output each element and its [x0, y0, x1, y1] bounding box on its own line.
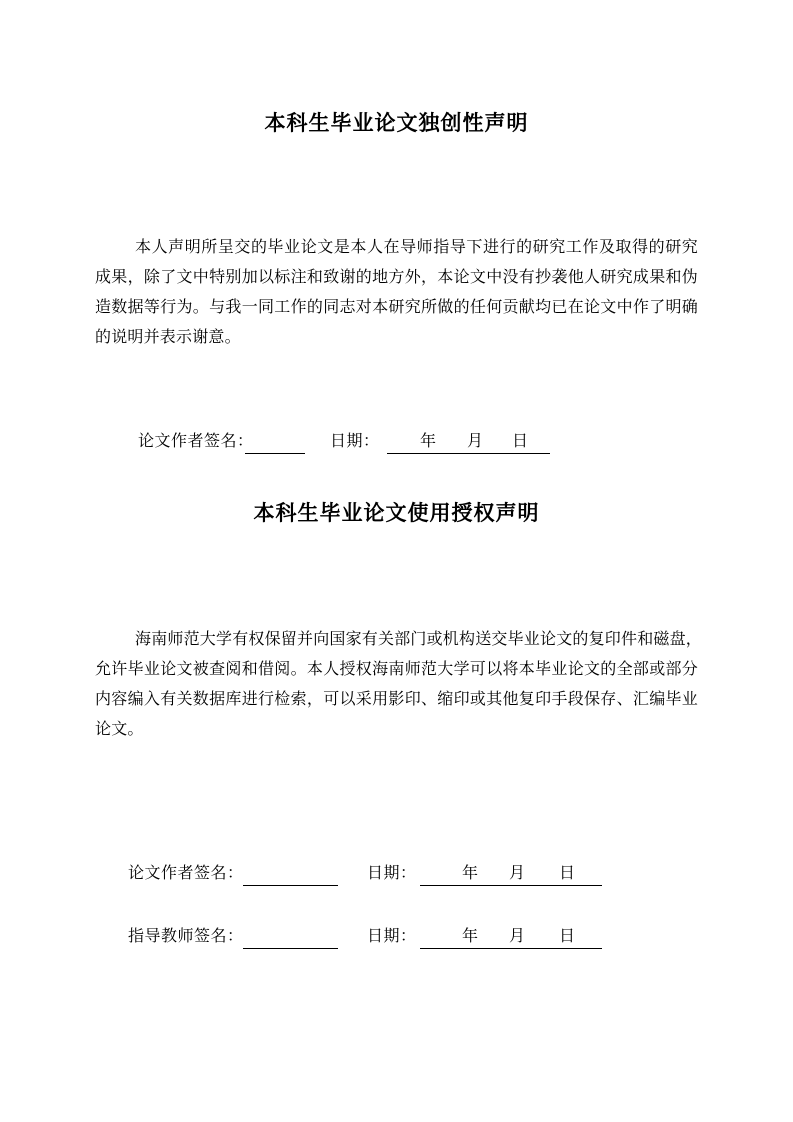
advisor-signature-label: 指导教师签名： — [128, 928, 244, 945]
body-line: 内容编入有关数据库进行检索，可以采用影印、缩印或其他复印手段保存、汇编毕业 — [95, 691, 698, 708]
author-signature-label: 论文作者签名： — [138, 433, 254, 450]
body-line: 论文。 — [95, 721, 144, 738]
body-line: 本人声明所呈交的毕业论文是本人在导师指导下进行的研究工作及取得的研究 — [135, 239, 698, 256]
author-signature-row — [0, 863, 793, 886]
year-label: 年 — [420, 433, 437, 450]
month-label: 月 — [509, 928, 526, 945]
signature-blank-line — [245, 431, 305, 454]
signature-blank-line — [243, 926, 338, 949]
body-line: 允许毕业论文被查阅和借阅。本人授权海南师范大学可以将本毕业论文的全部或部分 — [95, 661, 698, 678]
originality-declaration-title: 本科生毕业论文独创性声明 — [264, 112, 529, 135]
year-label: 年 — [462, 865, 479, 882]
body-line: 的说明并表示谢意。 — [95, 329, 241, 346]
body-line: 成果，除了文中特别加以标注和致谢的地方外，本论文中没有抄袭他人研究成果和伪 — [95, 269, 698, 286]
date-label: 日期： — [330, 433, 380, 450]
day-label: 日 — [559, 865, 576, 882]
author-signature-row — [0, 431, 793, 454]
date-label: 日期： — [367, 928, 417, 945]
date-blank-line — [420, 863, 602, 886]
month-label: 月 — [509, 865, 526, 882]
originality-declaration-body — [95, 233, 698, 353]
day-label: 日 — [512, 433, 529, 450]
month-label: 月 — [467, 433, 484, 450]
advisor-signature-row — [0, 926, 793, 949]
authorization-declaration-body — [95, 625, 703, 745]
authorization-declaration-title: 本科生毕业论文使用授权声明 — [253, 502, 540, 525]
date-blank-line — [387, 431, 550, 454]
date-label: 日期： — [367, 865, 417, 882]
year-label: 年 — [462, 928, 479, 945]
body-line: 造数据等行为。与我一同工作的同志对本研究所做的任何贡献均已在论文中作了明确 — [95, 299, 698, 316]
day-label: 日 — [559, 928, 576, 945]
body-line: 海南师范大学有权保留并向国家有关部门或机构送交毕业论文的复印件和磁盘， — [135, 631, 703, 648]
author-signature-label: 论文作者签名： — [128, 865, 244, 882]
date-blank-line — [420, 926, 602, 949]
signature-blank-line — [243, 863, 338, 886]
